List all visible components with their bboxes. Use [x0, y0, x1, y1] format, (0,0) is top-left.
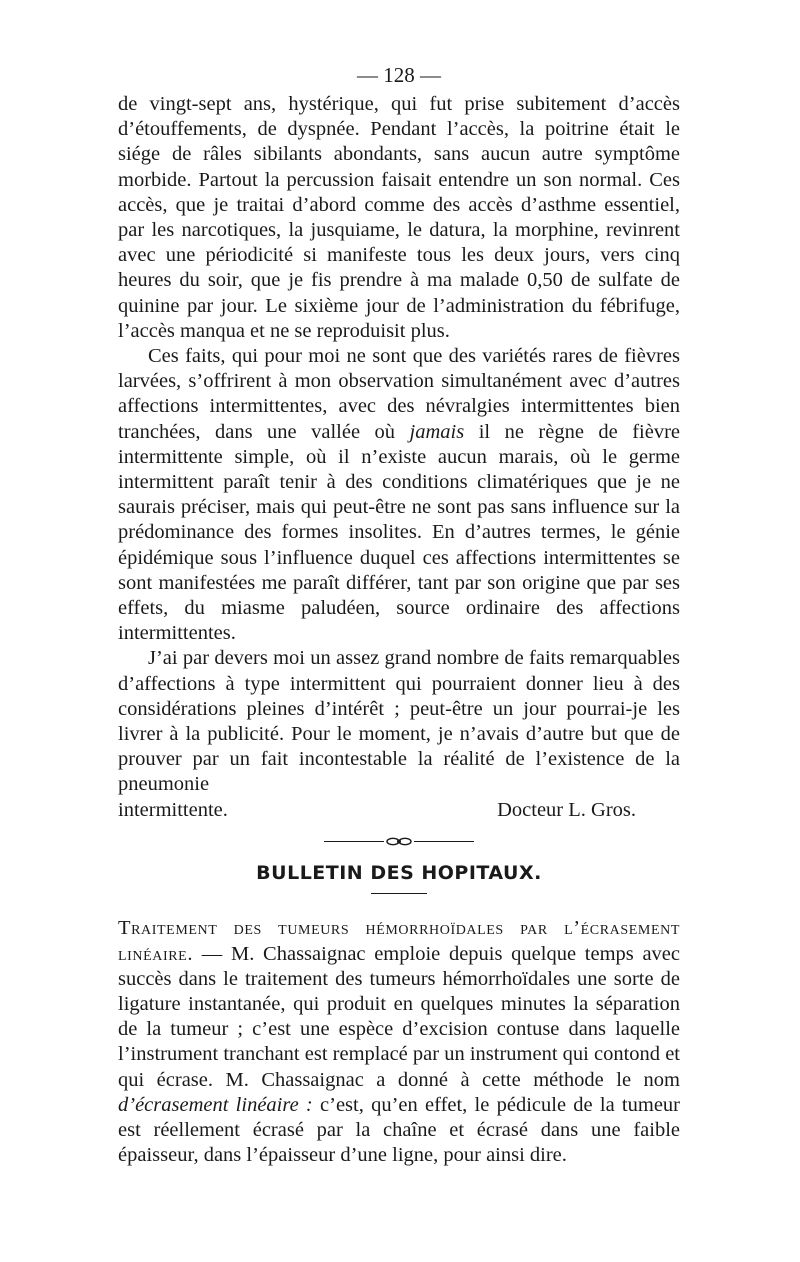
- paragraph-1: de vingt-sept ans, hystérique, qui fut prise subitement d’accès d’étouffements, de dyspnée. Pendant l’accès, la poitrine était le siége de râles sibilants abondants, sans aucun autre symptôme morbide. Partout la percussion faisait entendre un son normal. Ces accès, que je traitai d’abord comme des accès d’asthme essentiel, par les narcotiques, la jusquiame, le datura, la morphine, revinrent avec une périodicité si manifeste tous les deux jours, vers cinq heures du soir, que je fis prendre à ma malade 0,50 de sulfate de quinine par jour. Le sixième jour de l’administration du fébrifuge, l’accès manqua et ne se reproduisit plus.: [118, 93, 680, 342]
- article-paragraph: [118, 916, 680, 1168]
- title-rule: [371, 893, 427, 895]
- page-number: — 128 —: [357, 63, 441, 87]
- paragraph-2-text-b: il ne règne de fièvre intermittente simple, où il n’existe aucun marais, où le germe intermittent paraît tenir à des conditions climatériques que je ne saurais préciser, mais qui peut-être ne sont pas sans influence sur la prédominance des formes insolites. En d’autres termes, le génie épidémique sous l’influence duquel ces affections intermittentes se sont manifestées me paraît différer, tant par son origine que par ses effets, du miasme paludéen, source ordinaire des affections intermittentes.: [118, 420, 681, 645]
- paragraph-3: J’ai par devers moi un assez grand nombre de faits remarquables d’affections à type intermittent qui pourraient donner lieu à des considérations pleines d’intérêt ; peut-être un jour pourrai-je les livrer à la publicité. Pour le moment, je n’avais d’autre but que de prouver par un fait incontestable la réalité de l’existence de la pneumonie: [118, 647, 680, 796]
- document-page: [118, 58, 680, 1168]
- section-title: BULLETIN DES HOPITAUX.: [256, 861, 542, 884]
- article-heading: Traitement des tumeurs hémorrhoïdales par l’écrasement linéaire.: [118, 917, 680, 965]
- article-text-b: c’est, qu’en effet, le pédicule de la tumeur est réellement écrasé par la chaîne et écrasé dans une faible épaisseur, dans l’épaisseur d’une ligne, pour ainsi dire.: [118, 1093, 680, 1167]
- signature: Docteur L. Gros.: [497, 798, 636, 821]
- ornament-divider: [324, 835, 474, 849]
- article-italic: d’écrasement linéaire :: [118, 1093, 313, 1116]
- ornament-knot-icon: [384, 836, 414, 847]
- closing-line: [118, 798, 680, 823]
- article-text-a: — M. Chassaignac emploie depuis quelque temps avec succès dans le traitement des tumeurs hémorrhoïdales une sorte de ligature instantanée, qui produit en quelques minutes la séparation de la tumeur ; c’est une espèce d’excision contuse dans laquelle l’instrument tranchant est remplacé par un instrument qui contond et qui écrase. M. Chassaignac a donné à cette méthode le nom: [118, 942, 680, 1091]
- paragraph-2-italic: jamais: [409, 420, 465, 443]
- paragraph-2-text-a: Ces faits, qui pour moi ne sont que des variétés rares de fièvres larvées, s’offrirent à mon observation simultanément avec d’autres affections intermittentes, avec des névralgies intermittentes bien tranchées, dans une vallée où: [118, 345, 680, 443]
- closing-word: intermittente.: [118, 798, 228, 821]
- paragraph-2: [118, 344, 680, 646]
